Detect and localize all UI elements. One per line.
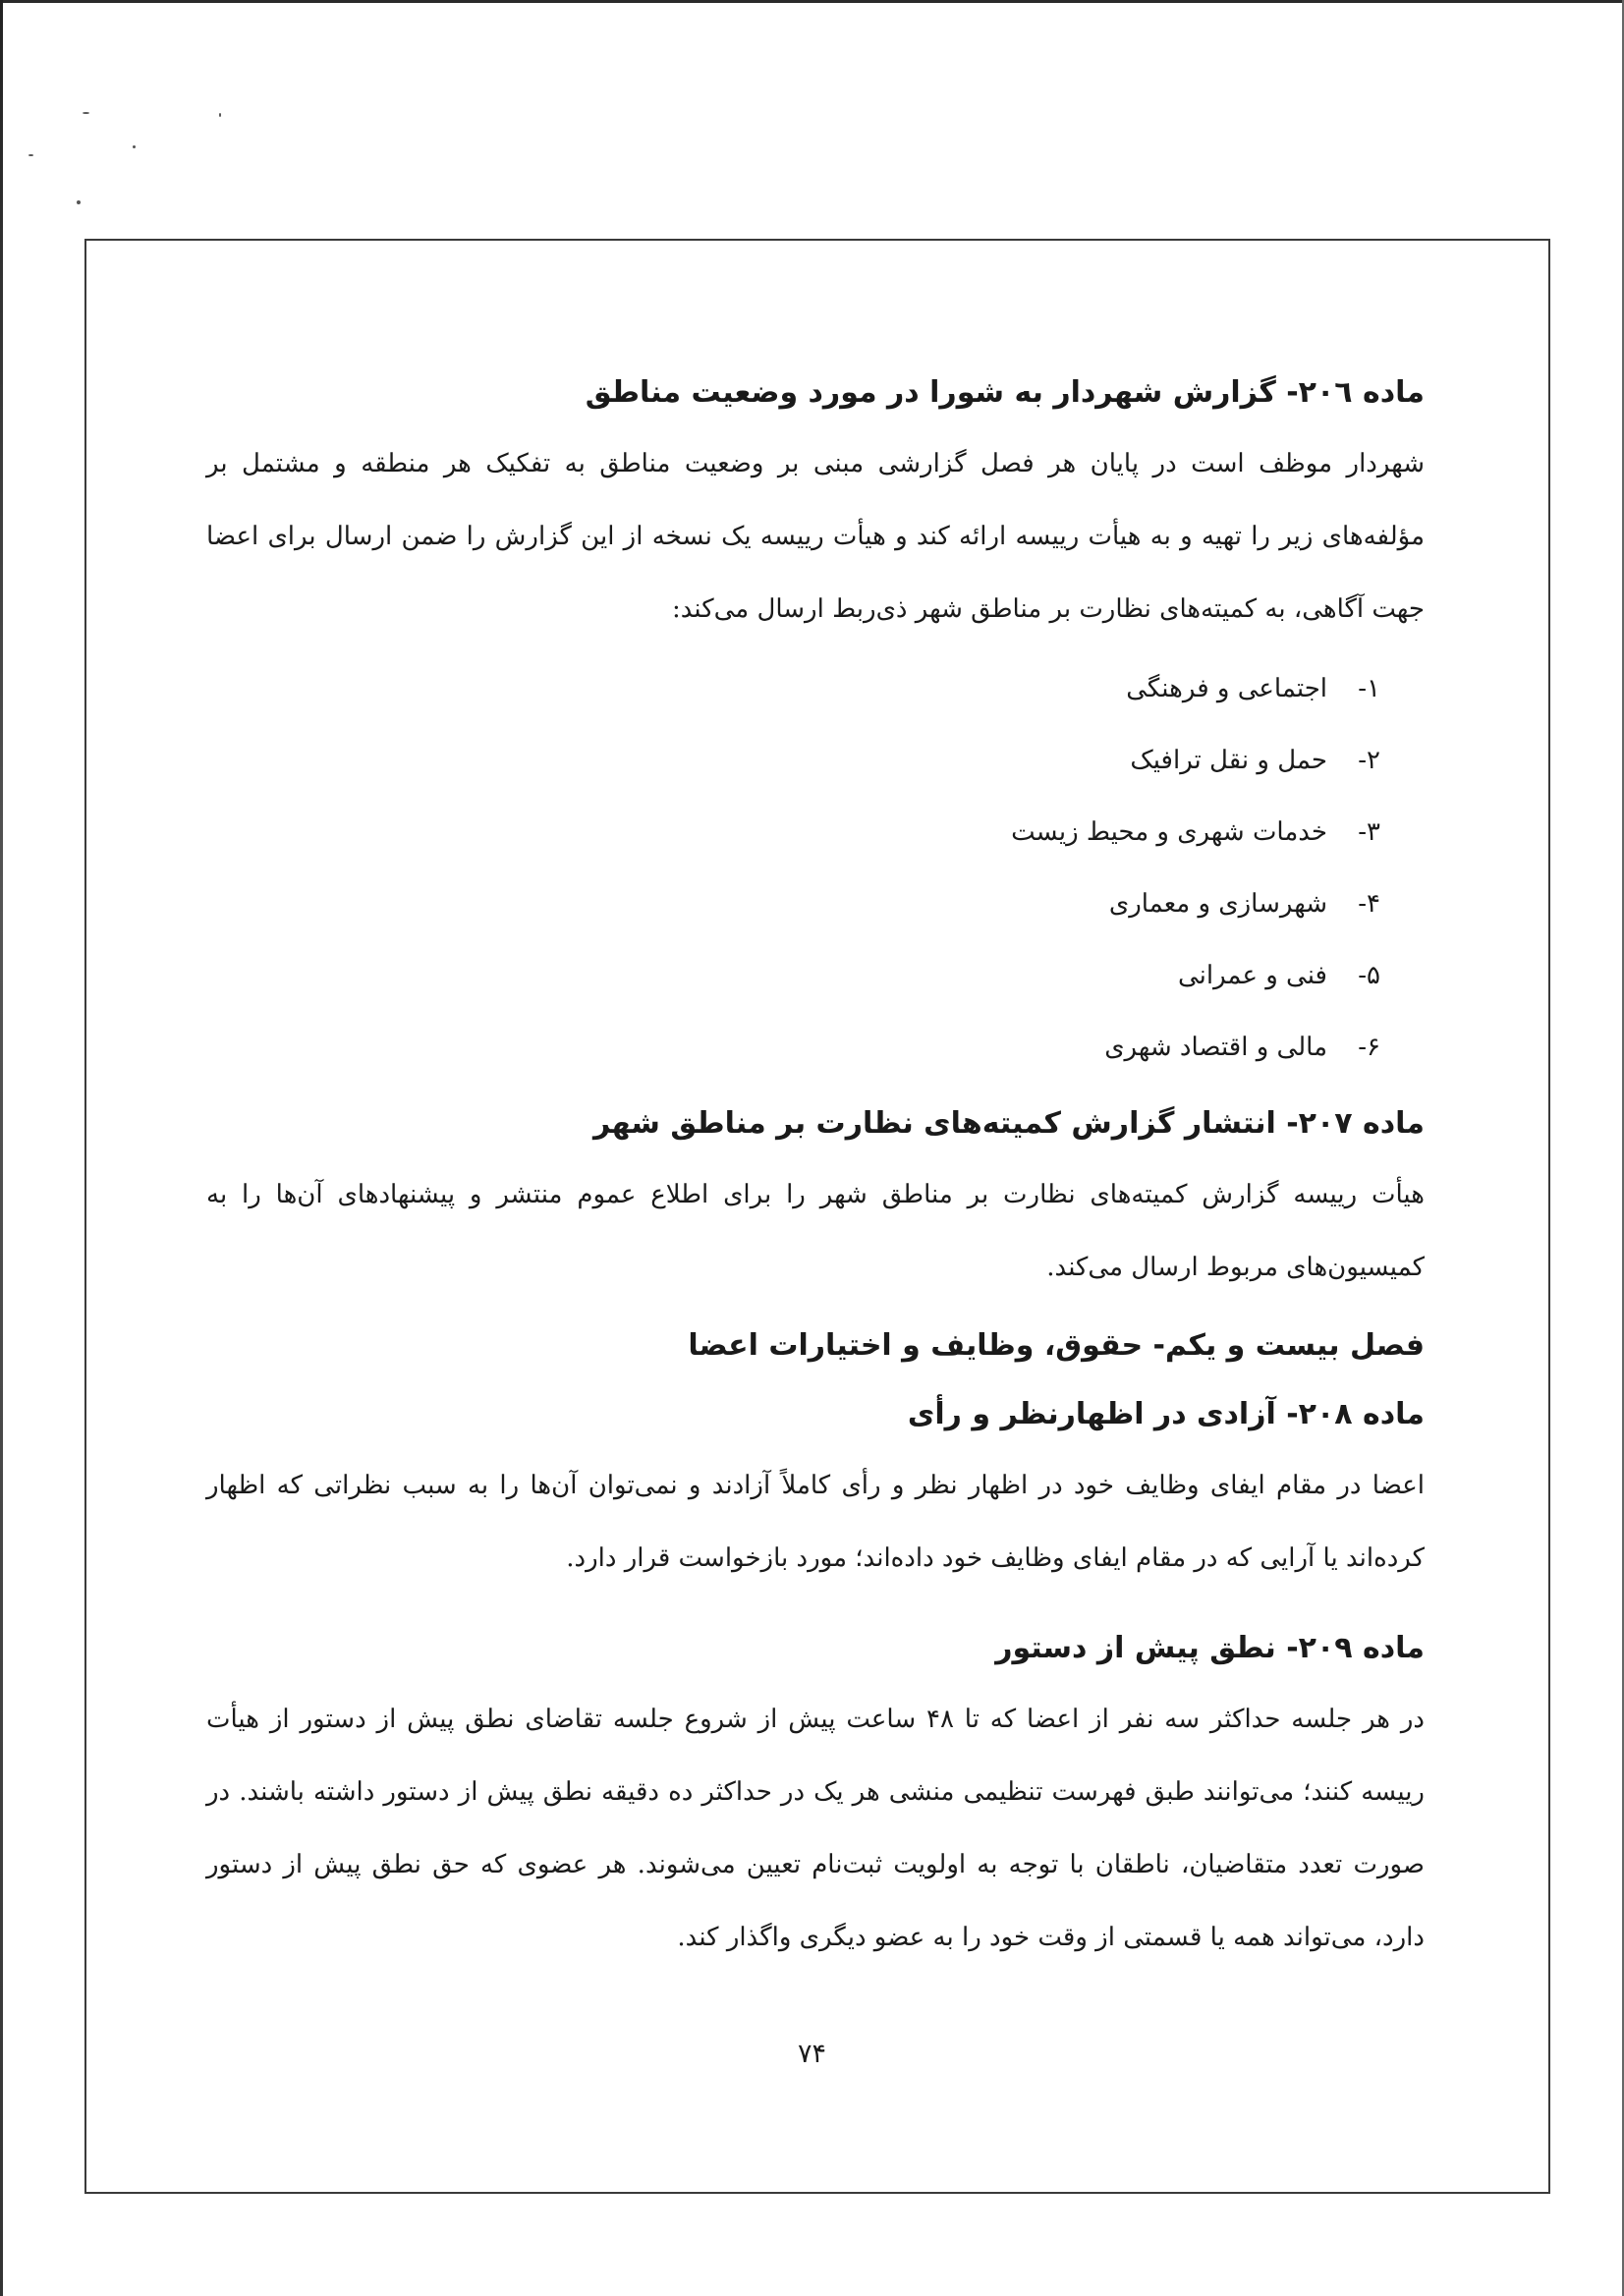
- spacer: [206, 1595, 1425, 1614]
- list-item-number: ۱-: [1358, 674, 1380, 703]
- scan-speck: [219, 113, 221, 117]
- list-item: [206, 653, 1380, 725]
- article-208-heading: ماده ۲۰۸- آزادی در اظهارنظر و رأی: [907, 1397, 1425, 1431]
- scan-speck: [133, 145, 136, 148]
- list-item-number: ۴-: [1358, 889, 1380, 919]
- list-item: [206, 940, 1380, 1012]
- list-item-number: ۵-: [1358, 961, 1380, 990]
- scan-speck: [83, 112, 89, 114]
- document-body: [206, 359, 1425, 1974]
- page-number: ۷۴: [797, 2039, 826, 2069]
- list-item-text: مالی و اقتصاد شهری: [1104, 1033, 1327, 1062]
- scan-left-edge: [0, 0, 3, 2296]
- list-item-text: شهرسازی و معماری: [1108, 889, 1327, 919]
- article-207-heading: ماده ۲۰۷- انتشار گزارش کمیته‌های نظارت بر مناطق شهر: [592, 1106, 1425, 1141]
- article-207-body: هیأت رییسه گزارش کمیته‌های نظارت بر مناطق شهر را برای اطلاع عموم منتشر و پیشنهادهای آن‌ها را به کمیسیون‌های مربوط ارسال می‌کند.: [206, 1180, 1425, 1282]
- list-item: [206, 797, 1380, 868]
- article-209-body: در هر جلسه حداکثر سه نفر از اعضا که تا ۴۸ ساعت پیش از شروع جلسه تقاضای نطق پیش از دستور از هیأت رییسه کنند؛ می‌توانند طبق فهرست تنظیمی منشی هر یک در حداکثر ده دقیقه نطق پیش از دستور داشته باشند. در صورت تعدد متقاضیان، ناطقان با توجه به اولویت ثبت‌نام تعیین می‌شوند. هر عضوی که حق نطق پیش از دستور دارد، می‌تواند همه یا قسمتی از وقت خود را به عضو دیگری واگذار کند.: [206, 1705, 1425, 1952]
- list-item-text: فنی و عمرانی: [1177, 961, 1327, 990]
- chapter-21-heading: فصل بیست و یکم- حقوق، وظایف و اختیارات اعضا: [688, 1328, 1425, 1363]
- list-item-number: ۲-: [1358, 746, 1380, 775]
- scan-speck: [28, 154, 33, 156]
- list-item: [206, 1012, 1380, 1084]
- scan-speck: [77, 200, 81, 204]
- list-item: [206, 868, 1380, 940]
- scan-top-edge: [0, 0, 1624, 3]
- article-209-heading: ماده ۲۰۹- نطق پیش از دستور: [995, 1631, 1425, 1665]
- list-item: [206, 725, 1380, 797]
- article-206-body: شهردار موظف است در پایان هر فصل گزارشی مبنی بر وضعیت مناطق به تفکیک هر منطقه و مشتمل بر مؤلفه‌های زیر را تهیه و به هیأت رییسه ارائه کند و هیأت رییسه یک نسخه از این گزارش را ضمن ارسال برای اعضا جهت آگاهی، به کمیته‌های نظارت بر مناطق شهر ذی‌ربط ارسال می‌کند:: [206, 449, 1425, 624]
- list-item-text: حمل و نقل ترافیک: [1130, 746, 1327, 775]
- article-206-list: [206, 653, 1425, 1084]
- article-208-body: اعضا در مقام ایفای وظایف خود در اظهار نظر و رأی کاملاً آزادند و نمی‌توان آن‌ها را به سبب نظراتی که اظهار کرده‌اند یا آرایی که در مقام ایفای وظایف خود داده‌اند؛ مورد بازخواست قرار دارد.: [206, 1471, 1425, 1573]
- spacer: [206, 1304, 1425, 1312]
- list-item-text: اجتماعی و فرهنگی: [1126, 674, 1327, 703]
- list-item-number: ۳-: [1358, 817, 1380, 847]
- list-item-number: ۶-: [1358, 1033, 1380, 1062]
- article-206-heading: ماده ۲۰٦- گزارش شهردار به شورا در مورد وضعیت مناطق: [585, 375, 1425, 410]
- list-item-text: خدمات شهری و محیط زیست: [1011, 817, 1327, 847]
